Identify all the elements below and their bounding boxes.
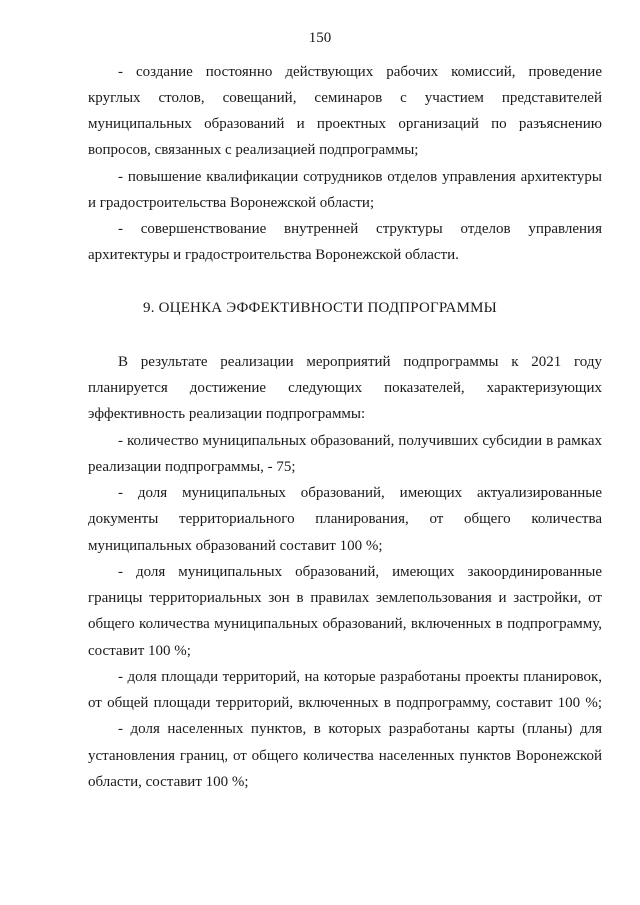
text-line: В результате реализации мероприятий подпрограммы к 2021 году [118,354,602,370]
text-line: - доля муниципальных образований, имеющих закоординированные [118,564,602,580]
section-heading: 9. ОЦЕНКА ЭФФЕКТИВНОСТИ ПОДПРОГРАММЫ [143,300,497,316]
page-number: 150 [308,30,332,46]
text-line: - доля населенных пунктов, в которых разработаны карты (планы) для [118,721,602,737]
text-line: установления границ, от общего количества населенных пунктов Воронежской [88,748,602,764]
text-line: планируется достижение следующих показателей, характеризующих [88,380,602,396]
text-line: муниципальных образований составит 100 %; [88,538,383,554]
text-line: границы территориальных зон в правилах землепользования и застройки, от [88,590,602,606]
text-line: и градостроительства Воронежской области; [88,195,375,211]
text-line: эффективность реализации подпрограммы: [88,406,366,422]
text-line: - количество муниципальных образований, получивших субсидии в рамках [118,433,602,449]
text-line: реализации подпрограммы, - 75; [88,459,296,475]
text-line: архитектуры и градостроительства Воронежской области. [88,247,459,263]
text-line: - доля муниципальных образований, имеющих актуализированные [118,485,602,501]
text-line: круглых столов, совещаний, семинаров с участием представителей [88,90,602,106]
text-line: от общей площади территорий, включенных в подпрограмму, составит 100 %; [88,695,602,711]
text-line: - повышение квалификации сотрудников отделов управления архитектуры [118,169,602,185]
text-line: общего количества муниципальных образований, включенных в подпрограмму, [88,616,602,632]
text-line: - совершенствование внутренней структуры отделов управления [118,221,602,237]
text-line: составит 100 %; [88,643,191,659]
text-line: документы территориального планирования, от общего количества [88,511,602,527]
text-line: вопросов, связанных с реализацией подпрограммы; [88,142,419,158]
text-line: - создание постоянно действующих рабочих комиссий, проведение [118,64,602,80]
text-line: области, составит 100 %; [88,774,249,790]
text-line: - доля площади территорий, на которые разработаны проекты планировок, [118,669,602,685]
text-line: муниципальных образований и проектных организаций по разъяснению [88,116,602,132]
